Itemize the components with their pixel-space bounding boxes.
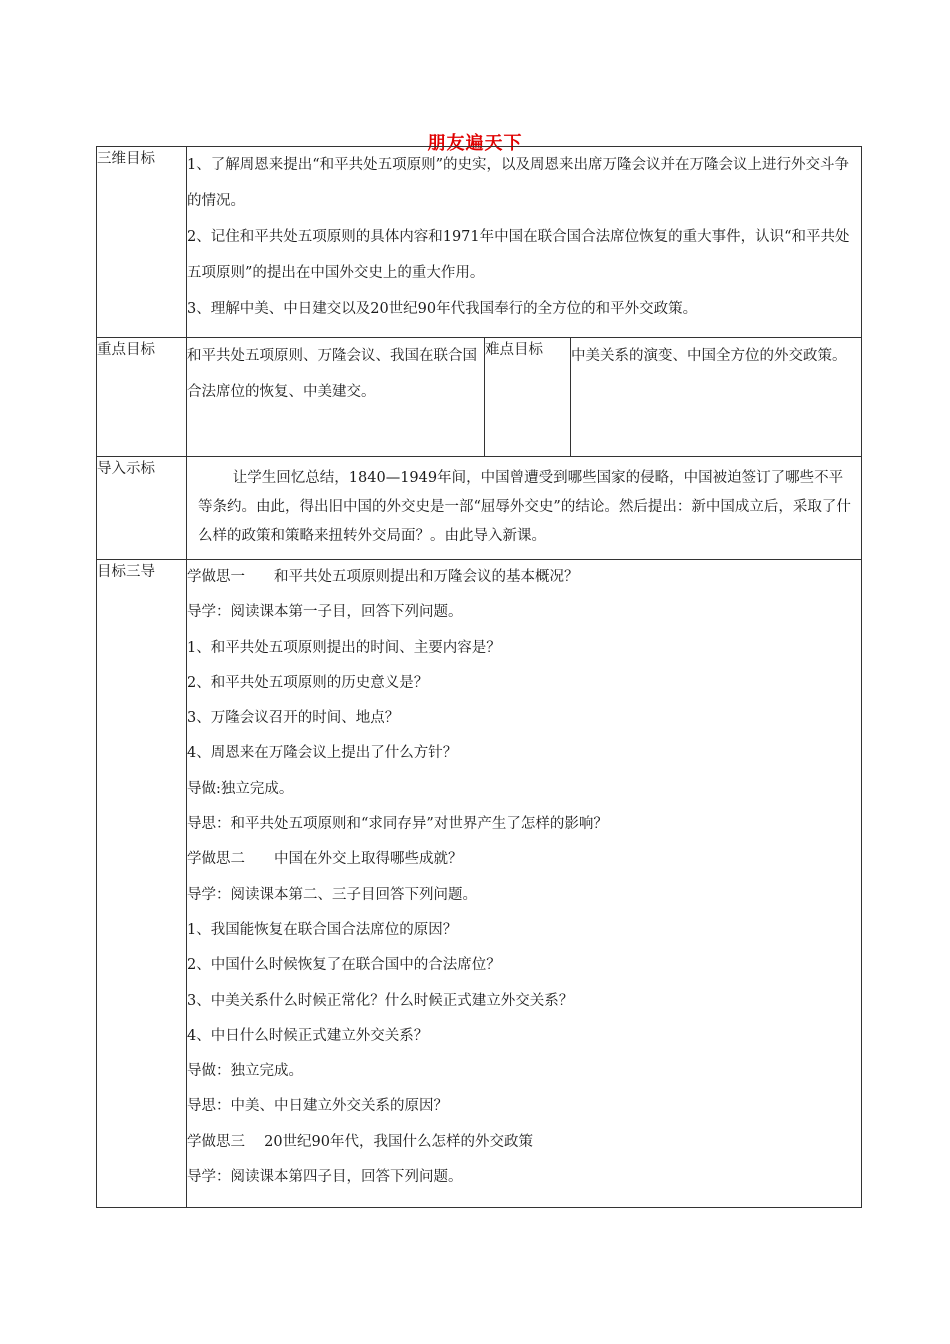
goals-content	[187, 147, 862, 338]
guide-line: 3、中美关系什么时候正常化？什么时候正式建立外交关系？	[187, 992, 574, 1009]
guide-line: 学做思二 中国在外交上取得哪些成就？	[187, 851, 463, 868]
guide-line: 导学：阅读课本第一子目，回答下列问题。	[187, 604, 463, 621]
intro-content	[187, 457, 862, 560]
guide-line: 2、和平共处五项原则的历史意义是？	[187, 674, 429, 691]
guide-line: 3、万隆会议召开的时间、地点？	[187, 710, 400, 727]
guide-line: 4、周恩来在万隆会议上提出了什么方针？	[187, 745, 458, 762]
goals-row	[97, 147, 862, 338]
goal-item-3: 3、理解中美、中日建交以及20世纪90年代我国奉行的全方位的和平外交政策。	[187, 301, 698, 317]
keypoints-content	[187, 338, 485, 457]
guide-line: 2、中国什么时候恢复了在联合国中的合法席位？	[187, 957, 501, 974]
guide-line: 导做:独立完成。	[187, 780, 294, 797]
guide-line: 学做思一 和平共处五项原则提出和万隆会议的基本概况？	[187, 569, 579, 585]
difficult-content	[571, 338, 862, 457]
guide-line: 导思：和平共处五项原则和“求同存异”对世界产生了怎样的影响？	[187, 816, 608, 833]
keypoints-label: 重点目标	[97, 338, 187, 457]
guide-content	[187, 560, 862, 1208]
difficult-text: 中美关系的演变、中国全方位的外交政策。	[571, 348, 847, 364]
lesson-plan-table	[96, 146, 862, 1208]
goal-item-2: 2、记住和平共处五项原则的具体内容和1971年中国在联合国合法席位恢复的重大事件，认识“和平共处五项原则”的提出在中国外交史上的重大作用。	[187, 229, 850, 281]
intro-text: 让学生回忆总结，1840—1949年间，中国曾遭受到哪些国家的侵略，中国被迫签订了哪些不平等条约。由此，得出旧中国的外交史是一部“屈辱外交史”的结论。然后提出：新中国成立后，采取了什么样的政策和策略来扭转外交局面？。由此导入新课。	[198, 470, 851, 544]
intro-label: 导入示标	[97, 457, 187, 560]
guide-line: 导学：阅读课本第二、三子目回答下列问题。	[187, 886, 477, 903]
goals-label: 三维目标	[97, 147, 187, 338]
guide-line: 学做思三 20世纪90年代，我国什么怎样的外交政策	[187, 1133, 534, 1150]
guide-line: 导思：中美、中日建立外交关系的原因？	[187, 1098, 448, 1115]
guide-line: 1、和平共处五项原则提出的时间、主要内容是？	[187, 639, 501, 656]
difficult-label: 难点目标	[485, 338, 571, 457]
goal-item-1: 1、了解周恩来提出“和平共处五项原则”的史实，以及周恩来出席万隆会议并在万隆会议上进行外交斗争的情况。	[187, 157, 850, 209]
keypoints-row	[97, 338, 862, 457]
guide-line: 1、我国能恢复在联合国合法席位的原因？	[187, 921, 458, 938]
intro-row	[97, 457, 862, 560]
keypoints-text: 和平共处五项原则、万隆会议、我国在联合国合法席位的恢复、中美建交。	[187, 348, 477, 400]
guide-line: 导做：独立完成。	[187, 1063, 303, 1080]
guide-line: 导学：阅读课本第四子目，回答下列问题。	[187, 1169, 463, 1186]
guide-label: 目标三导	[97, 560, 187, 1208]
guide-row	[97, 560, 862, 1208]
guide-line: 4、中日什么时候正式建立外交关系？	[187, 1027, 429, 1044]
document-title: 朋友遍天下	[427, 133, 523, 154]
